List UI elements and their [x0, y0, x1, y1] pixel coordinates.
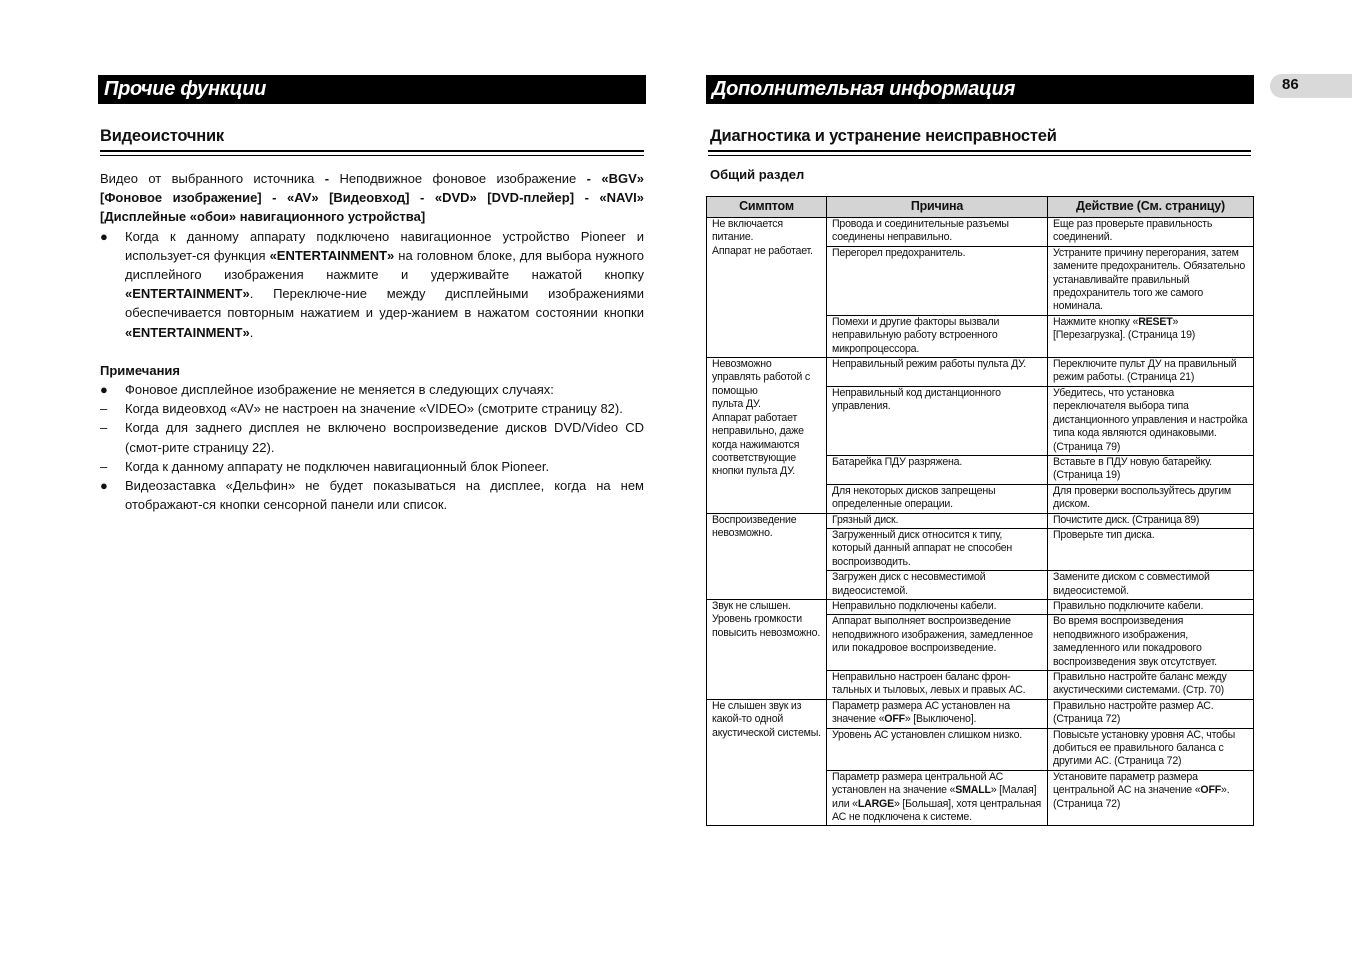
table-row [707, 358, 1254, 387]
action-cell: Во время воспроизведения неподвижного изображения, замедленного или покадрового воспроизведения звук отсутствует. [1048, 615, 1254, 671]
symptom-cell: Воспроизведение невозможно. [707, 513, 827, 599]
action-cell: Для проверки воспользуйтесь другим диском. [1048, 484, 1254, 513]
symptom-cell: Невозможно управлять работой с помощью пульта ДУ. Аппарат работает неправильно, даже когда нажимаются соответствующие кнопки пульта ДУ. [707, 358, 827, 513]
table-row [707, 218, 1254, 247]
header-cause: Причина [827, 197, 1048, 218]
cause-cell: Неправильно настроен баланс фрон-тальных и тыловых, левых и правых АС. [827, 671, 1048, 700]
cause-cell: Аппарат выполняет воспроизведение неподвижного изображения, замедленное или покадровое воспроизведение. [827, 615, 1048, 671]
table-body [707, 218, 1254, 826]
section-rule [708, 150, 1251, 152]
note-item [100, 399, 644, 418]
header-action: Действие (См. страницу) [1048, 197, 1254, 218]
notes-title: Примечания [100, 362, 181, 378]
cause-cell: Провода и соединительные разъемы соединены неправильно. [827, 218, 1048, 247]
section-rule-thin [708, 155, 1251, 156]
cause-cell: Батарейка ПДУ разряжена. [827, 455, 1048, 484]
symptom-cell: Звук не слышен. Уровень громкости повысить невозможно. [707, 599, 827, 699]
cause-cell: Параметр размера АС установлен на значение «OFF» [Выключено]. [827, 699, 1048, 728]
page-number-badge: 86 [1270, 74, 1352, 98]
action-cell: Правильно настройте баланс между акустическими системами. (Стр. 70) [1048, 671, 1254, 700]
action-cell: Замените диском с совместимой видеосистемой. [1048, 571, 1254, 600]
cause-cell: Перегорел предохранитель. [827, 246, 1048, 315]
table-row [707, 699, 1254, 728]
header-symptom: Симптом [707, 197, 827, 218]
table-row [707, 513, 1254, 528]
left-page-banner: Прочие функции [98, 75, 646, 104]
symptom-cell: Не слышен звук из какой-то одной акустической системы. [707, 699, 827, 826]
note-text: Фоновое дисплейное изображение не меняется в следующих случаях: [125, 382, 554, 398]
cause-cell: Неправильный режим работы пульта ДУ. [827, 358, 1048, 387]
action-cell: Проверьте тип диска. [1048, 528, 1254, 570]
cause-cell: Загружен диск с несовместимой видеосистемой. [827, 571, 1048, 600]
table-row [707, 599, 1254, 614]
notes-list [100, 380, 644, 514]
intro-paragraph: Видео от выбранного источника - Неподвижное фоновое изображение - «BGV» [Фоновое изображение] - «AV» [Видеовход] - «DVD» [DVD-плейер] - «NAVI» [Дисплейные «обои» навигационного устройства] [100, 171, 644, 225]
note-text: Когда видеовход «AV» не настроен на значение «VIDEO» (смотрите страницу 82). [125, 401, 623, 417]
section-rule-thin [100, 155, 644, 156]
action-cell: Устраните причину перегорания, затем замените предохранитель. Обязательно устанавливайте правильный предохранитель того же самого номинала. [1048, 246, 1254, 315]
action-cell: Правильно подключите кабели. [1048, 599, 1254, 614]
note-marker: – [100, 401, 108, 417]
cause-cell: Параметр размера центральной АС установлен на значение «SMALL» [Малая] или «LARGE» [Большая], хотя центральная АС не подключена к системе. [827, 770, 1048, 826]
action-cell: Повысьте установку уровня АС, чтобы добиться ее правильного баланса с другими АС. (Страница 72) [1048, 728, 1254, 770]
cause-cell: Для некоторых дисков запрещены определенные операции. [827, 484, 1048, 513]
note-item [100, 457, 644, 476]
right-page-banner: Дополнительная информация [706, 75, 1254, 104]
action-cell: Правильно настройте размер АС. (Страница 72) [1048, 699, 1254, 728]
cause-cell: Уровень АС установлен слишком низко. [827, 728, 1048, 770]
note-marker: ● [100, 382, 108, 398]
cause-cell: Грязный диск. [827, 513, 1048, 528]
cause-cell: Неправильно подключены кабели. [827, 599, 1048, 614]
troubleshooting-table [706, 196, 1254, 826]
note-text: Когда к данному аппарату не подключен навигационный блок Pioneer. [125, 458, 550, 474]
action-cell: Вставьте в ПДУ новую батарейку. (Страница 19) [1048, 455, 1254, 484]
action-cell: Убедитесь, что установка переключателя выбора типа дистанционного управления и настройка типа кода являются одинаковыми. (Страница 79) [1048, 386, 1254, 455]
subsection-title: Общий раздел [710, 167, 805, 182]
cause-cell: Загруженный диск относится к типу, который данный аппарат не способен воспроизводить. [827, 528, 1048, 570]
note-marker: – [100, 420, 108, 436]
table-header-row [707, 197, 1254, 218]
note-item [100, 418, 644, 456]
note-marker: ● [100, 478, 108, 494]
action-cell: Еще раз проверьте правильность соединений. [1048, 218, 1254, 247]
action-cell: Установите параметр размера центральной АС на значение «OFF». (Страница 72) [1048, 770, 1254, 826]
section-rule [100, 150, 644, 152]
section-title-video-source: Видеоисточник [100, 127, 224, 145]
note-item [100, 380, 644, 399]
cause-cell: Неправильный код дистанционного управления. [827, 386, 1048, 455]
bullet-item [100, 227, 644, 342]
left-column-body [100, 169, 644, 514]
action-cell: Переключите пульт ДУ на правильный режим работы. (Страница 21) [1048, 358, 1254, 387]
bullet-text: Когда к данному аппарату подключено навигационное устройство Pioneer и использует-ся функция «ENTERTAINMENT» на головном блоке, для выбора нужного дисплейного изображения нажмите и удерживайте нажатой кнопку «ENTERTAINMENT». Переключе-ние между дисплейными изображениями обеспечивается повторным нажатием и удер-жанием в нажатом состоянии кнопки «ENTERTAINMENT». [125, 228, 645, 340]
section-title-diagnostics: Диагностика и устранение неисправностей [710, 127, 1057, 145]
action-cell: Почистите диск. (Страница 89) [1048, 513, 1254, 528]
action-cell: Нажмите кнопку «RESET» [Перезагрузка]. (Страница 19) [1048, 315, 1254, 357]
note-marker: – [100, 458, 108, 474]
cause-cell: Помехи и другие факторы вызвали неправильную работу встроенного микропроцессора. [827, 315, 1048, 357]
note-text: Когда для заднего дисплея не включено воспроизведение дисков DVD/Video CD (смот-рите страницу 22). [125, 420, 644, 455]
note-item [100, 476, 644, 514]
note-text: Видеозаставка «Дельфин» не будет показываться на дисплее, когда на нем отображают-ся кнопки сенсорной панели или список. [125, 478, 644, 513]
symptom-cell: Не включается питание. Аппарат не работает. [707, 218, 827, 358]
bullet-marker: ● [100, 228, 108, 244]
